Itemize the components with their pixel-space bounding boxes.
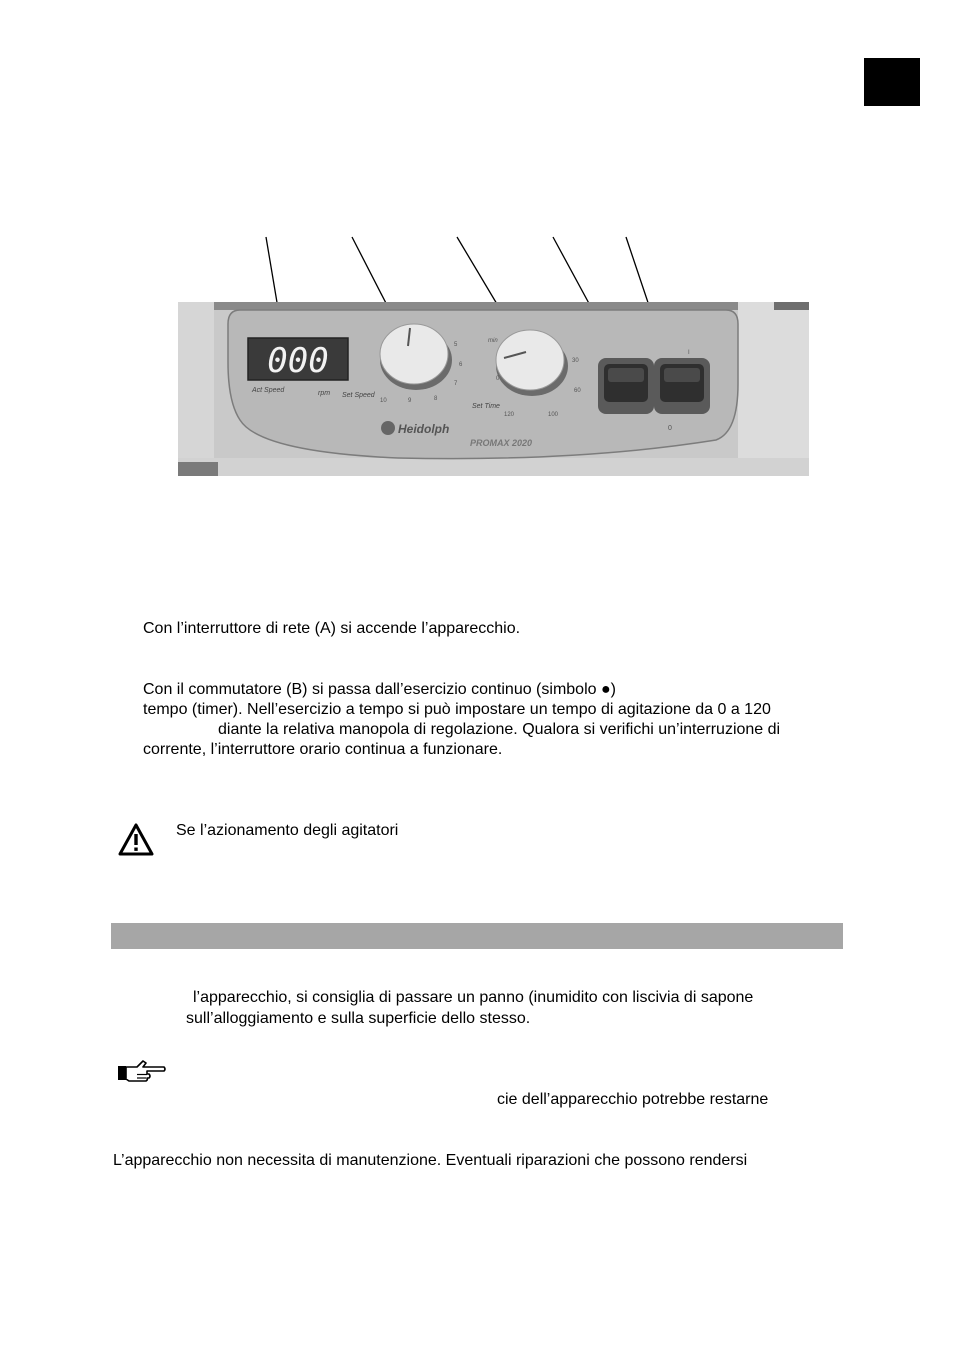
time-scale-100: 100 <box>548 412 559 418</box>
cleaning-line-2: sull’alloggiamento e sulla superficie dello stesso. <box>186 1010 531 1027</box>
time-scale-120: 120 <box>504 412 515 418</box>
pointing-hand-icon <box>117 1058 167 1084</box>
speed-scale-10: 10 <box>380 398 387 404</box>
cleaning-line-1: l’apparecchio, si consiglia di passare un panno (inumidito con liscivia di sapone <box>193 989 754 1006</box>
mode-switch-line-1: Con il commutatore (B) si passa dall’esercizio continuo (simbolo ●) <box>143 681 616 698</box>
mode-switch-line-3: diante la relativa manopola di regolazione. Qualora si verifichi un’interruzione di <box>218 721 781 738</box>
model-logo-text: PROMAX 2020 <box>470 438 533 448</box>
warning-text: Se l’azionamento degli agitatori <box>176 822 399 839</box>
act-speed-label: Act Speed <box>252 387 285 394</box>
mode-switch-line-2: tempo (timer). Nell’esercizio a tempo si può impostare un tempo di agitazione da 0 a 120 <box>143 701 771 718</box>
time-scale-0: 0 <box>496 376 500 382</box>
speed-display-digits: 000 <box>267 341 329 381</box>
speed-scale-6: 6 <box>459 362 463 368</box>
note-text: cie dell’apparecchio potrebbe restarne <box>497 1091 769 1108</box>
speed-scale-5: 5 <box>454 342 458 348</box>
set-time-label: Set Time <box>472 403 500 410</box>
time-unit-label: min <box>488 338 498 344</box>
speed-scale-8: 8 <box>434 396 438 402</box>
set-speed-label: Set Speed <box>342 392 375 399</box>
switch-on-mark: I <box>688 350 690 356</box>
time-scale-30: 30 <box>572 358 579 364</box>
device-control-panel <box>178 302 809 476</box>
speed-scale-7: 7 <box>454 381 458 387</box>
maintenance-text: L’apparecchio non necessita di manutenzione. Eventuali riparazioni che possono rendersi <box>113 1152 748 1169</box>
rpm-label: rpm <box>318 390 331 397</box>
warning-triangle-icon <box>118 823 154 857</box>
time-scale-60: 60 <box>574 388 581 394</box>
power-switch-paragraph: Con l’interruttore di rete (A) si accende l’apparecchio. <box>143 620 521 637</box>
speed-scale-9: 9 <box>408 398 412 404</box>
mode-switch-line-4: corrente, l’interruttore orario continua a funzionare. <box>143 741 503 758</box>
brand-logo-text: Heidolph <box>398 422 450 436</box>
section-heading-bar <box>111 923 843 949</box>
switch-off-mark: 0 <box>668 425 672 432</box>
